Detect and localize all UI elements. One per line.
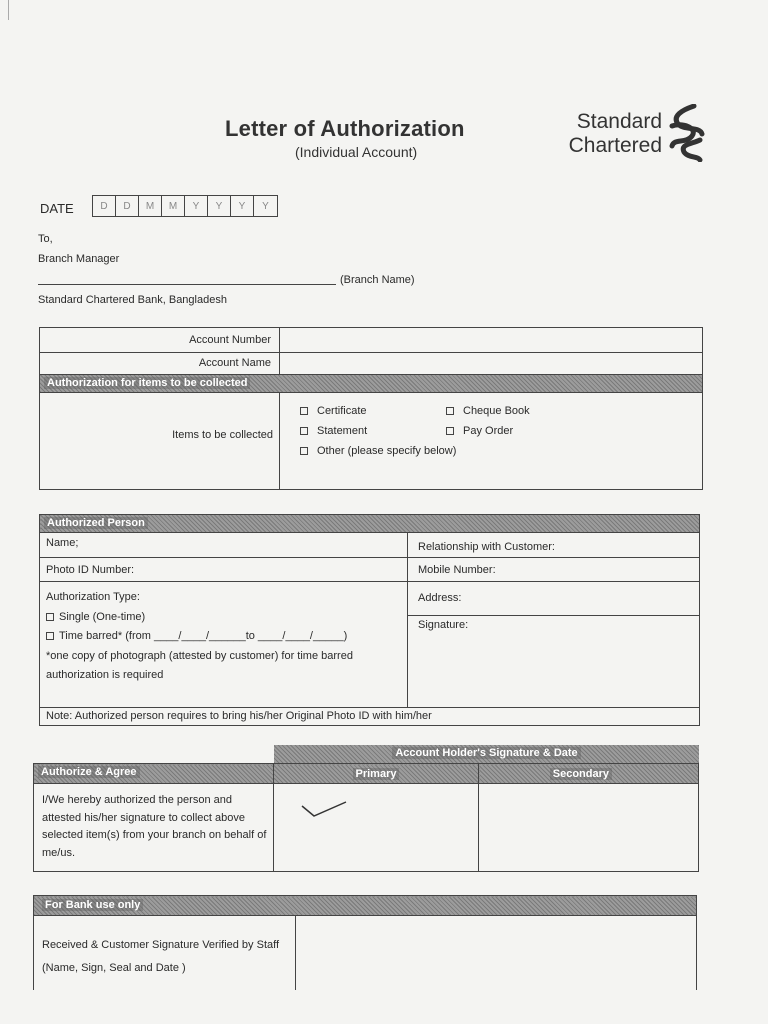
- name-label: Name;: [46, 537, 79, 549]
- item-certificate[interactable]: [300, 401, 446, 421]
- date-box-y4[interactable]: Y: [262, 200, 269, 212]
- checkmark-icon: [300, 798, 350, 820]
- authorized-person-note: Note: Authorized person requires to bring his/her Original Photo ID with him/her: [40, 708, 700, 726]
- date-box-d1[interactable]: D: [93, 196, 116, 216]
- other-checkbox[interactable]: [300, 447, 308, 455]
- bank-use-header: [34, 896, 697, 916]
- authorized-person-table: [39, 514, 700, 726]
- primary-header: [274, 764, 479, 784]
- date-box-d2[interactable]: D: [116, 196, 139, 216]
- standard-chartered-logo-icon: [664, 104, 708, 162]
- mobile-field[interactable]: [408, 558, 700, 582]
- date-box-m1[interactable]: M: [139, 196, 162, 216]
- address-field[interactable]: [408, 582, 699, 616]
- certificate-label: Certificate: [317, 405, 367, 417]
- bank-use-line-2: (Name, Sign, Seal and Date ): [42, 962, 186, 974]
- form-title: Letter of Authorization: [225, 116, 465, 141]
- bank-use-description: [34, 916, 296, 990]
- signature-date-title: Account Holder's Signature & Date: [392, 747, 580, 759]
- time-barred-option[interactable]: [46, 627, 401, 647]
- authorized-person-title: Authorized Person: [44, 517, 148, 529]
- relationship-field[interactable]: [408, 533, 700, 558]
- secondary-signature-field[interactable]: [479, 784, 699, 872]
- authorization-type-cell: [40, 582, 408, 708]
- account-table: [39, 327, 703, 490]
- signature-label: Signature:: [418, 619, 469, 631]
- primary-signature-field[interactable]: [274, 784, 479, 872]
- item-other[interactable]: [300, 441, 702, 461]
- single-checkbox[interactable]: [46, 613, 54, 621]
- time-barred-checkbox[interactable]: [46, 632, 54, 640]
- single-label: Single (One-time): [59, 610, 146, 623]
- bank-use-title: For Bank use only: [42, 899, 143, 911]
- bank-use-table: [33, 895, 697, 990]
- items-label: Items to be collected: [40, 393, 280, 490]
- account-name-label: Account Name: [40, 353, 280, 375]
- authorize-agree-header: [34, 764, 274, 784]
- date-input[interactable]: [92, 195, 278, 217]
- account-name-field[interactable]: [280, 353, 703, 375]
- date-box-y2[interactable]: Y: [208, 196, 231, 216]
- cheque-book-label: Cheque Book: [463, 405, 530, 417]
- photo-id-field[interactable]: [40, 558, 408, 582]
- item-cheque-book[interactable]: [446, 401, 530, 421]
- address-to: To,: [38, 233, 53, 245]
- pay-order-label: Pay Order: [463, 425, 514, 437]
- photo-id-label: Photo ID Number:: [46, 564, 135, 576]
- single-option[interactable]: [46, 608, 401, 628]
- items-options: [280, 393, 703, 490]
- mobile-label: Mobile Number:: [418, 564, 496, 576]
- bank-use-signature-field[interactable]: [296, 916, 697, 990]
- branch-name-field[interactable]: [38, 284, 336, 285]
- time-barred-label: Time barred* (from ____/____/______to ____/____/_____): [59, 630, 348, 642]
- auth-type-label: Authorization Type:: [46, 591, 140, 603]
- relationship-label: Relationship with Customer:: [418, 541, 555, 553]
- signature-date-header: [274, 745, 699, 763]
- statement-checkbox[interactable]: [300, 427, 308, 435]
- certificate-checkbox[interactable]: [300, 407, 308, 415]
- statement-label: Statement: [317, 425, 368, 437]
- name-field[interactable]: [40, 533, 408, 558]
- item-statement[interactable]: [300, 421, 446, 441]
- account-number-label: Account Number: [40, 328, 280, 353]
- bank-use-line-1: Received & Customer Signature Verified by Staff: [42, 939, 280, 951]
- item-pay-order[interactable]: [446, 421, 513, 441]
- date-box-y1[interactable]: Y: [185, 196, 208, 216]
- authorize-agree-table: [33, 763, 699, 872]
- pay-order-checkbox[interactable]: [446, 427, 454, 435]
- secondary-label: Secondary: [550, 768, 612, 780]
- address-label: Address:: [418, 592, 462, 604]
- items-section-header: [40, 375, 703, 393]
- margin-line: [8, 0, 9, 20]
- primary-label: Primary: [353, 768, 400, 780]
- date-box-m2[interactable]: M: [162, 196, 185, 216]
- other-label: Other (please specify below): [317, 445, 457, 457]
- branch-name-label: (Branch Name): [340, 274, 415, 286]
- address-branch-manager: Branch Manager: [38, 253, 120, 265]
- logo-line-2: Chartered: [568, 134, 662, 157]
- agree-text: I/We hereby authorized the person and attested his/her signature to collect above selected item(s) from your branch on behalf of me/us.: [34, 784, 274, 872]
- secondary-header: [479, 764, 699, 784]
- cheque-book-checkbox[interactable]: [446, 407, 454, 415]
- authorize-agree-title: Authorize & Agree: [38, 766, 140, 778]
- date-label: DATE: [40, 201, 74, 216]
- bank-logo-text: [548, 110, 662, 158]
- account-number-field[interactable]: [280, 328, 703, 353]
- items-section-title: Authorization for items to be collected: [44, 377, 250, 389]
- date-box-y3[interactable]: Y: [231, 196, 254, 216]
- logo-line-1: Standard: [576, 110, 662, 133]
- bank-name: Standard Chartered Bank, Bangladesh: [38, 294, 227, 306]
- authorized-person-header: [40, 515, 700, 533]
- form-subtitle: (Individual Account): [295, 144, 418, 160]
- signature-field[interactable]: [408, 616, 699, 631]
- address-signature-cell: [408, 582, 700, 708]
- time-barred-footnote: *one copy of photograph (attested by customer) for time barred authorization is required: [46, 649, 353, 681]
